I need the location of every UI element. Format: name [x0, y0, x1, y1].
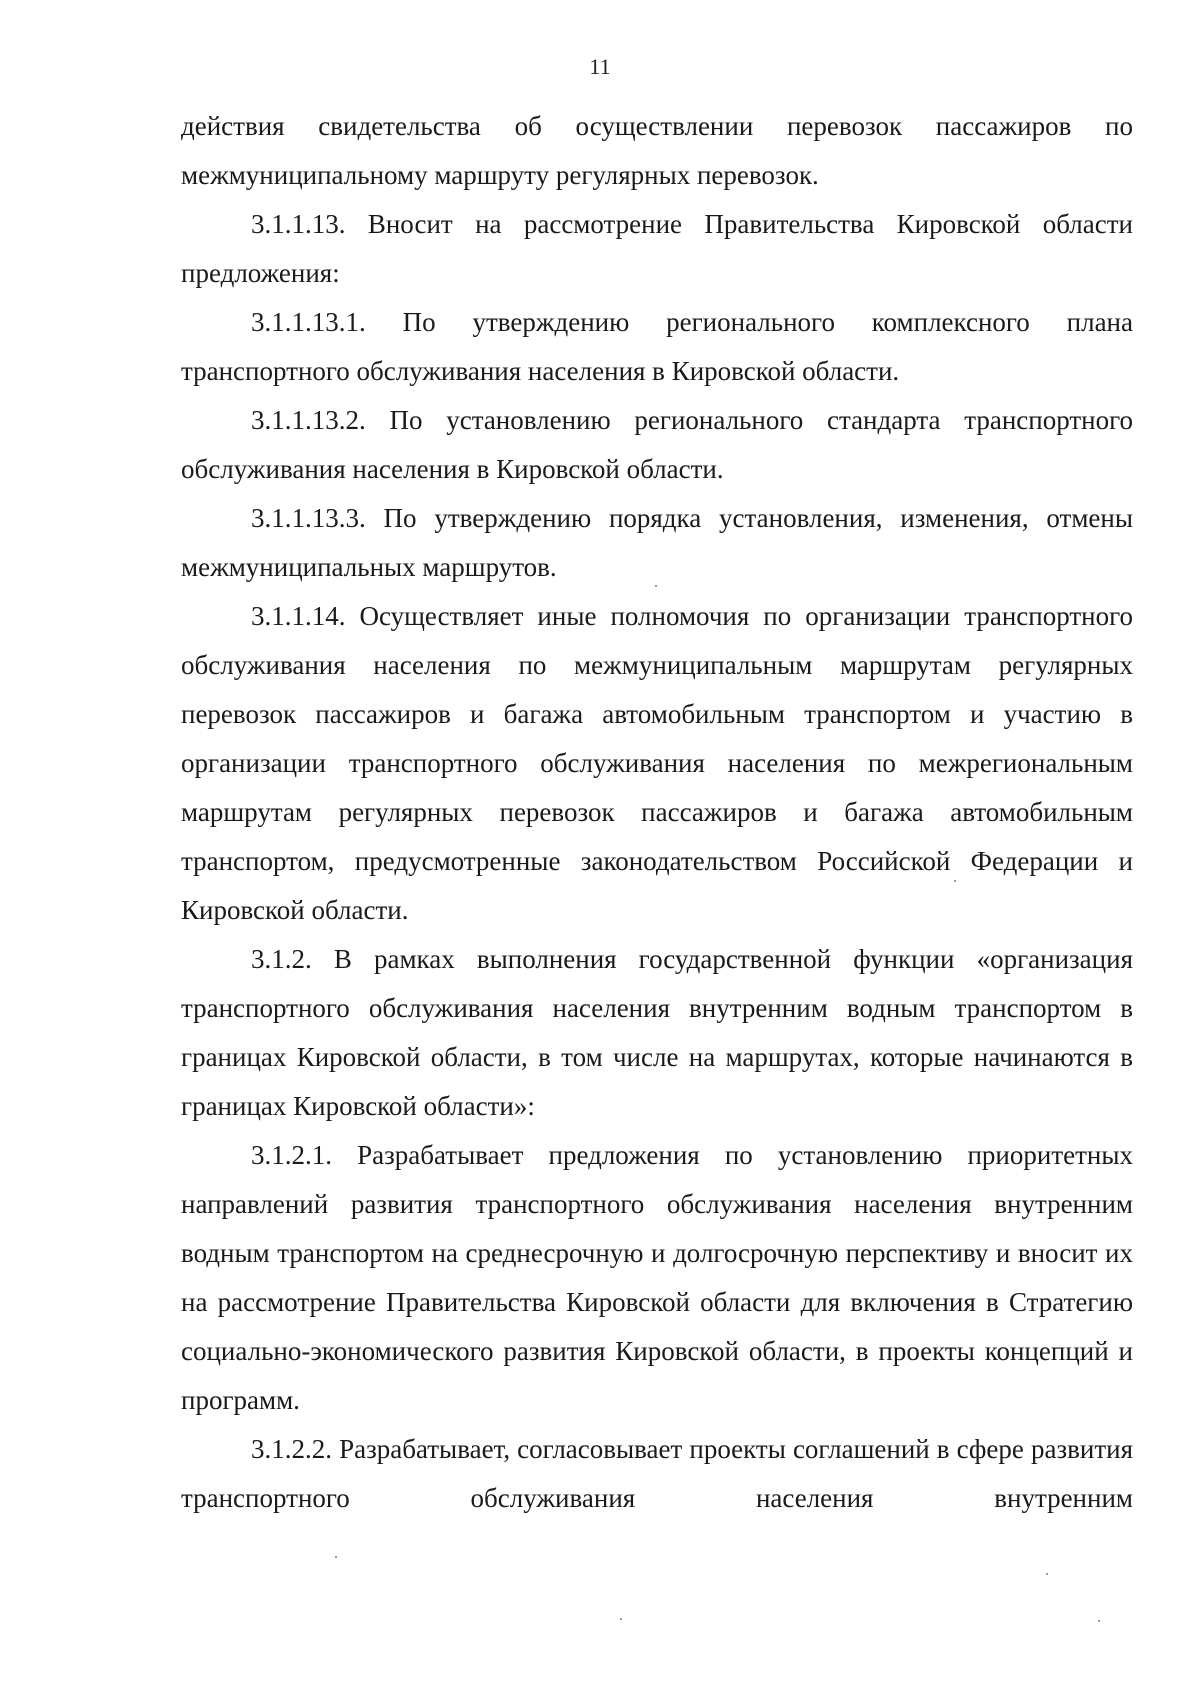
page-number: 11 — [589, 54, 611, 79]
document-body — [181, 102, 1133, 1523]
paragraph-3-1-1-13-3: 3.1.1.13.3. По утверждению порядка установления, изменения, отмены межмуниципальных маршрутов. — [181, 503, 1133, 582]
scan-speck — [620, 1618, 622, 1620]
paragraph-3-1-1-13-1: 3.1.1.13.1. По утверждению регионального комплексного плана транспортного обслуживания населения в Кировской области. — [181, 307, 1133, 386]
scan-speck — [335, 1556, 337, 1558]
paragraph-3-1-2-1: 3.1.2.1. Разрабатывает предложения по установлению приоритетных направлений развития транспортного обслуживания населения внутренним водным транспортом на среднесрочную и долгосрочную перспективу и вносит их на рассмотрение Правительства Кировской области для включения в Стратегию социально-экономического развития Кировской области, в проекты концепций и программ. — [181, 1140, 1133, 1415]
scan-speck — [1046, 1573, 1048, 1575]
paragraph-3-1-2: 3.1.2. В рамках выполнения государственной функции «организация транспортного обслуживания населения внутренним водным транспортом в границах Кировской области, в том числе на маршрутах, которые начинаются в границах Кировской области»: — [181, 944, 1133, 1121]
scan-speck — [655, 585, 657, 587]
paragraph-3-1-1-13: 3.1.1.13. Вносит на рассмотрение Правительства Кировской области предложения: — [181, 209, 1133, 288]
scan-speck — [1098, 1620, 1100, 1622]
paragraph-3-1-1-14: 3.1.1.14. Осуществляет иные полномочия по организации транспортного обслуживания населения по межмуниципальным маршрутам регулярных перевозок пассажиров и багажа автомобильным транспортом и участию в организации транспортного обслуживания населения по межрегиональным маршрутам регулярных перевозок пассажиров и багажа автомобильным транспортом, предусмотренные законодательством Российской Федерации и Кировской области. — [181, 601, 1133, 925]
paragraph-3-1-1-13-2: 3.1.1.13.2. По установлению регионального стандарта транспортного обслуживания населения в Кировской области. — [181, 405, 1133, 484]
paragraph-continuation: действия свидетельства об осуществлении перевозок пассажиров по межмуниципальному маршруту регулярных перевозок. — [181, 111, 1133, 190]
scan-speck — [954, 880, 956, 882]
paragraph-3-1-2-2: 3.1.2.2. Разрабатывает, согласовывает проекты соглашений в сфере развития транспортного обслуживания населения внутренним — [181, 1434, 1133, 1513]
